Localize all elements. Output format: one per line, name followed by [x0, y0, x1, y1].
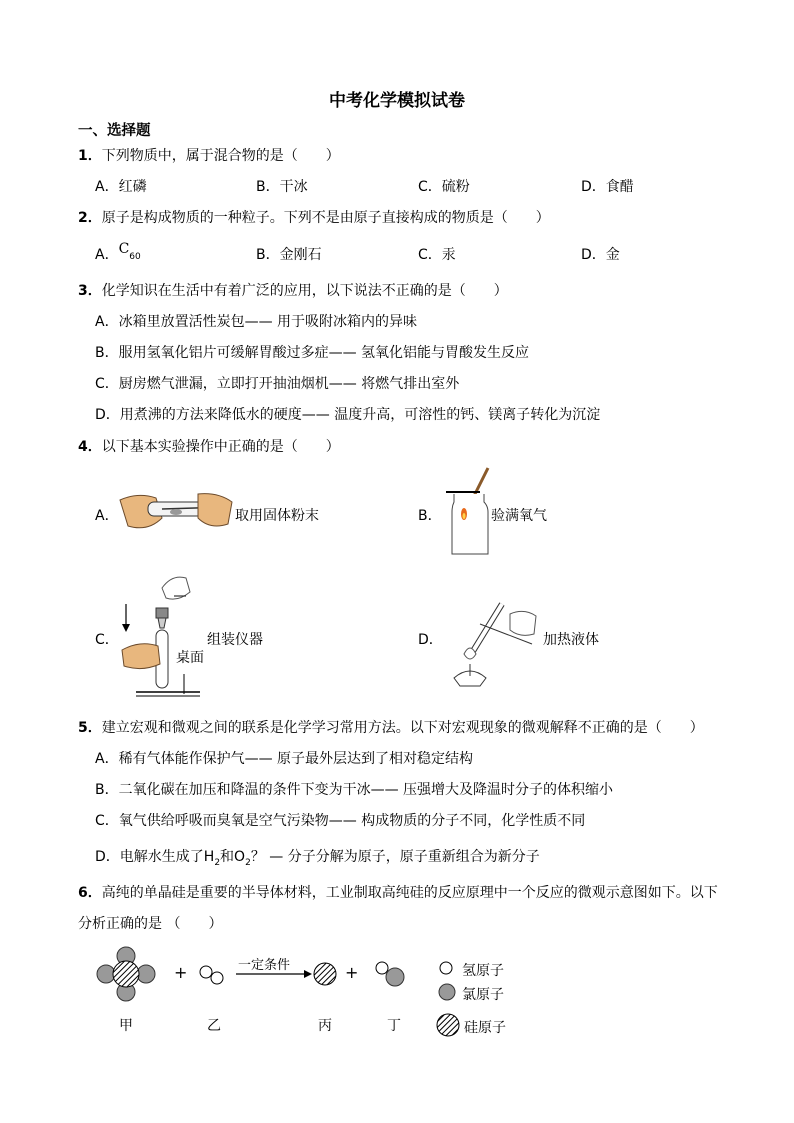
option-b-label: B． [418, 508, 442, 524]
label-bing: 丙 [318, 1018, 332, 1034]
label-yi: 乙 [207, 1018, 221, 1034]
option-d: D．食醋 [581, 179, 634, 195]
plus-sign: + [174, 963, 188, 982]
question-stem: 以下基本实验操作中正确的是（ ） [101, 439, 340, 455]
question-1 [78, 145, 340, 165]
option-a-label: A． [95, 508, 119, 524]
option-d-text-1: D．电解水生成了H [95, 849, 215, 865]
legend-silicon-symbol [435, 1012, 461, 1038]
question-number: 1． [78, 148, 102, 164]
question-stem: 下列物质中，属于混合物的是（ ） [101, 148, 340, 164]
legend-silicon: 硅原子 [464, 1020, 506, 1036]
option-b: B．服用氢氧化铝片可缓解胃酸过多症—— 氢氧化铝能与胃酸发生反应 [95, 345, 530, 361]
option-a: A．稀有气体能作保护气—— 原子最外层达到了相对稳定结构 [95, 751, 474, 767]
molecule-ding [376, 962, 404, 986]
option-d-text-3: ？ — 分子分解为原子，原子重新组合为新分子 [250, 849, 540, 865]
question-number: 3． [78, 283, 102, 299]
option-c: C．厨房燃气泄漏，立即打开抽油烟机—— 将燃气排出室外 [95, 376, 460, 392]
molecule-yi [200, 966, 223, 984]
question-stem: 高纯的单晶硅是重要的半导体材料，工业制取高纯硅的反应原理中一个反应的微观示意图如下。以下 [101, 885, 718, 901]
option-label: A． [95, 247, 119, 263]
option-d: D．用煮沸的方法来降低水的硬度—— 温度升高，可溶性的钙、镁离子转化为沉淀 [95, 407, 601, 423]
formula-subscript: 60 [129, 251, 141, 262]
plus-sign: + [345, 963, 359, 982]
option-c-label: C． [95, 632, 119, 648]
label-ding: 丁 [387, 1018, 401, 1034]
option-a: A．红磷 [95, 179, 147, 195]
question-6-stem-cont: 分析正确的是 （ ） [78, 916, 223, 932]
option-b: B．干冰 [256, 179, 308, 195]
option-a: A．冰箱里放置活性炭包—— 用于吸附冰箱内的异味 [95, 314, 418, 330]
formula: C [118, 241, 130, 257]
question-number: 4． [78, 439, 102, 455]
molecule-jia [97, 947, 155, 1001]
option-d-caption: 加热液体 [543, 632, 599, 648]
option-c: C．硫粉 [418, 179, 470, 195]
question-number: 5． [78, 720, 102, 736]
question-stem: 化学知识在生活中有着广泛的应用，以下说法不正确的是（ ） [101, 283, 508, 299]
option-b: B．金刚石 [256, 247, 322, 263]
question-4 [78, 436, 340, 456]
legend-hydrogen-symbol [440, 962, 452, 974]
label-jia: 甲 [119, 1018, 133, 1034]
legend-chlorine: 氯原子 [462, 987, 504, 1003]
option-a [95, 241, 141, 266]
question-2 [78, 207, 550, 227]
option-b-caption: 验满氧气 [491, 508, 547, 524]
formula-subscript: 2 [245, 857, 251, 868]
legend-chlorine-symbol [439, 984, 455, 1000]
molecule-bing [314, 963, 336, 985]
option-d-text-2: 和O [220, 849, 246, 865]
option-d [95, 846, 540, 868]
question-number: 2． [78, 210, 102, 226]
option-c: C．氧气供给呼吸而臭氧是空气污染物—— 构成物质的分子不同，化学性质不同 [95, 813, 586, 829]
question-number: 6． [78, 885, 102, 901]
oxygen-bottle-illustration [444, 466, 492, 556]
powder-spatula-illustration [118, 488, 234, 534]
option-b: B．二氧化碳在加压和降温的条件下变为干冰—— 压强增大及降温时分子的体积缩小 [95, 782, 614, 798]
option-a-caption: 取用固体粉末 [235, 508, 319, 524]
heating-liquid-illustration [440, 594, 544, 690]
desk-label: 桌面 [176, 650, 204, 666]
assemble-apparatus-illustration [116, 570, 202, 700]
question-stem: 原子是构成物质的一种粒子。下列不是由原子直接构成的物质是（ ） [101, 210, 550, 226]
question-3 [78, 280, 508, 300]
formula-subscript: 2 [214, 857, 221, 868]
question-5 [78, 717, 704, 737]
section-heading: 一、选择题 [78, 123, 151, 139]
question-stem: 建立宏观和微观之间的联系是化学学习常用方法。以下对宏观现象的微观解释不正确的是（ ） [101, 720, 704, 736]
option-c-caption: 组装仪器 [207, 632, 263, 648]
question-6 [78, 882, 718, 902]
option-d-label: D． [418, 632, 443, 648]
option-c: C．汞 [418, 247, 456, 263]
reaction-condition: 一定条件 [238, 958, 291, 973]
page-title: 中考化学模拟试卷 [329, 91, 465, 111]
option-d: D．金 [581, 247, 620, 263]
legend-hydrogen: 氢原子 [462, 963, 504, 979]
